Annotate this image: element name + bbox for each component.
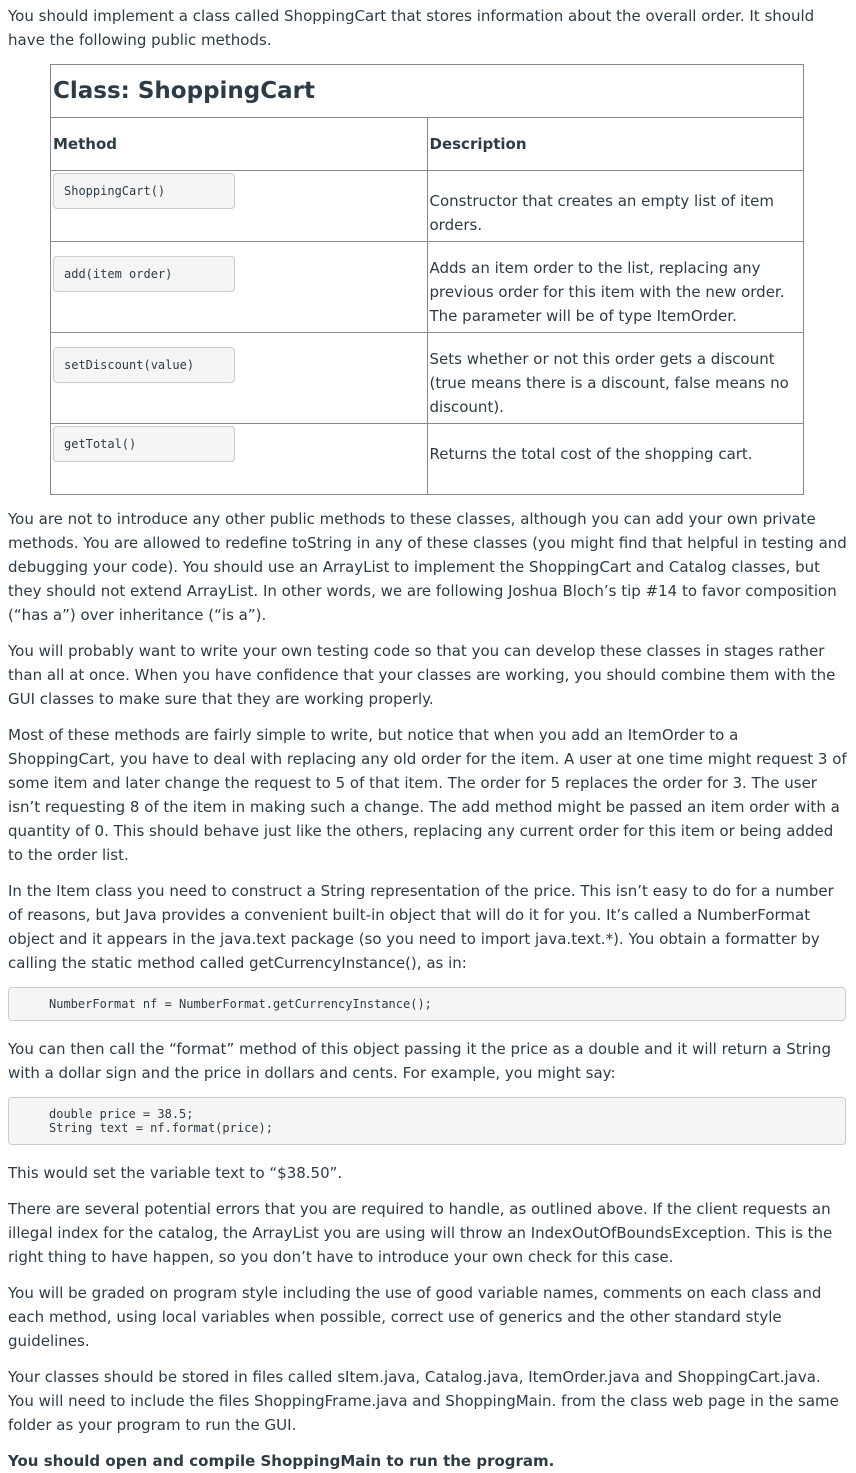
paragraph-errors: There are several potential errors that you are required to handle, as outlined above. If the client requests an illegal index for the catalog, the ArrayList you are using will throw an IndexOutOfBoundsException. This is the right thing to have happen, so you don’t have to introduce your own check for this case.	[8, 1200, 833, 1266]
table-row	[51, 242, 804, 333]
code-block-formatter: NumberFormat nf = NumberFormat.getCurrencyInstance();	[8, 987, 846, 1021]
paragraph-add-method: Most of these methods are fairly simple to write, but notice that when you add an ItemOrder to a ShoppingCart, you have to deal with replacing any old order for the item. A user at one time might request 3 of some item and later change the request to 5 of that item. The order for 5 replaces the order for 3. The user isn’t requesting 8 of the item in making such a change. The add method might be passed an item order with a quantity of 0. This should behave just like the others, replacing any current order for this item or being added to the order list.	[8, 726, 847, 864]
table-row	[51, 171, 804, 242]
method-description: Sets whether or not this order gets a discount (true means there is a discount, false means no discount).	[427, 333, 804, 424]
paragraph-style: You will be graded on program style including the use of good variable names, comments on each class and each method, using local variables when possible, correct use of generics and the other standard style guidelines.	[8, 1284, 822, 1350]
intro-paragraph: You should implement a class called ShoppingCart that stores information about the overall order. It should have the following public methods.	[8, 7, 815, 49]
method-code: getTotal()	[53, 426, 235, 462]
method-code: ShoppingCart()	[53, 173, 235, 209]
paragraph-run-instructions: You should open and compile ShoppingMain to run the program.	[8, 1452, 555, 1470]
paragraph-files: Your classes should be stored in files called sItem.java, Catalog.java, ItemOrder.java and ShoppingCart.java. You will need to include the files ShoppingFrame.java and ShoppingMain. from the class web page in the same folder as your program to run the GUI.	[8, 1368, 839, 1434]
header-method: Method	[51, 118, 428, 171]
method-description: Returns the total cost of the shopping cart.	[427, 424, 804, 495]
paragraph-number-format: In the Item class you need to construct a String representation of the price. This isn’t easy to do for a number of reasons, but Java provides a convenient built-in object that will do it for you. It’s called a NumberFormat object and it appears in the java.text package (so you need to import java.text.*). You obtain a formatter by calling the static method called getCurrencyInstance(), as in:	[8, 882, 834, 972]
code-block-format-example: double price = 38.5; String text = nf.format(price);	[8, 1097, 846, 1145]
table-caption: Class: ShoppingCart	[51, 65, 804, 118]
paragraph-composition: You are not to introduce any other public methods to these classes, although you can add your own private methods. You are allowed to redefine toString in any of these classes (you might find that helpful in testing and debugging your code). You should use an ArrayList to implement the ShoppingCart and Catalog classes, but they should not extend ArrayList. In other words, we are following Joshua Bloch’s tip #14 to favor composition (“has a”) over inheritance (“is a”).	[8, 510, 847, 624]
table-row	[51, 424, 804, 495]
paragraph-result: This would set the variable text to “$38.50”.	[8, 1164, 343, 1182]
method-description: Constructor that creates an empty list of item orders.	[427, 171, 804, 242]
header-description: Description	[427, 118, 804, 171]
paragraph-testing: You will probably want to write your own testing code so that you can develop these classes in stages rather than all at once. When you have confidence that your classes are working, you should combine them with the GUI classes to make sure that they are working properly.	[8, 642, 836, 708]
method-table-wrapper	[8, 64, 848, 495]
method-description: Adds an item order to the list, replacing any previous order for this item with the new order. The parameter will be of type ItemOrder.	[427, 242, 804, 333]
method-code: setDiscount(value)	[53, 347, 235, 383]
method-table	[50, 64, 804, 495]
table-row	[51, 333, 804, 424]
method-code: add(item order)	[53, 256, 235, 292]
paragraph-format-method: You can then call the “format” method of this object passing it the price as a double and it will return a String with a dollar sign and the price in dollars and cents. For example, you might say:	[8, 1040, 831, 1082]
